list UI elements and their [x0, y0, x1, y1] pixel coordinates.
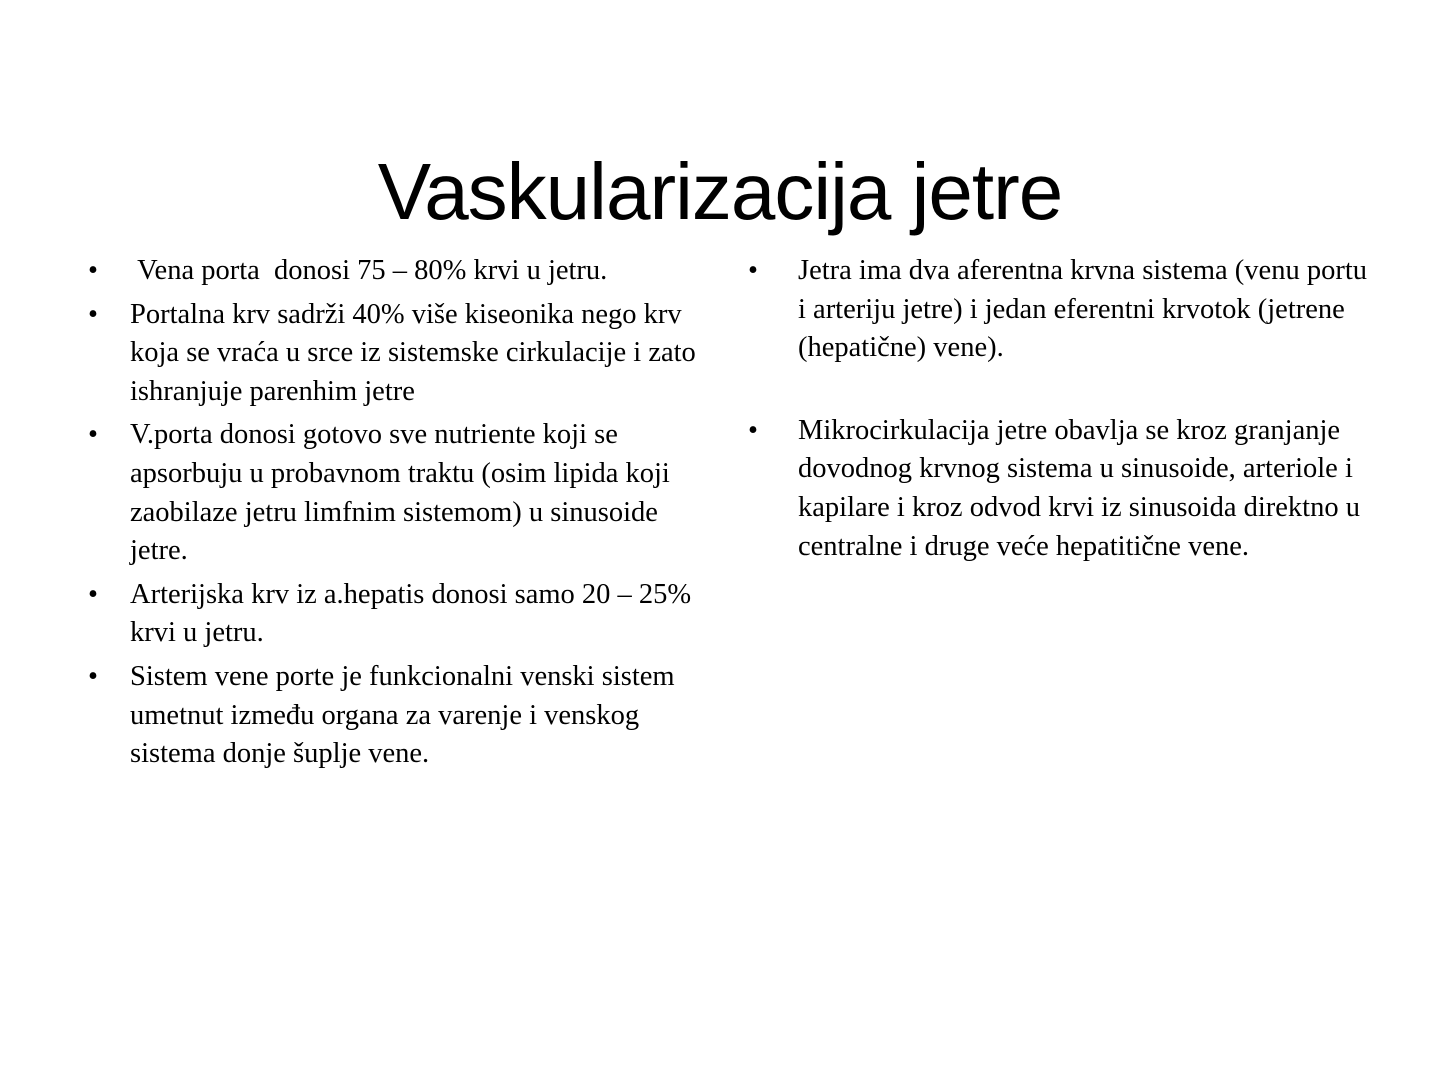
bullet-icon: • [88, 298, 98, 330]
bullet-icon: • [88, 660, 98, 692]
bullet-item [88, 658, 702, 774]
bullet-item [88, 576, 702, 653]
left-bullet-list [88, 252, 702, 779]
bullet-item [88, 296, 702, 412]
bullet-icon: • [88, 255, 98, 286]
bullet-item [88, 416, 702, 570]
bullet-item [748, 412, 1373, 566]
bullet-icon: • [748, 255, 758, 286]
bullet-text: V.porta donosi gotovo sve nutriente koji se apsorbuju u probavnom traktu (osim lipida koji zaobilaze jetru limfnim sistemom) u sinusoide jetre. [130, 419, 677, 567]
bullet-item [748, 252, 1373, 368]
bullet-icon: • [88, 419, 98, 451]
bullet-text: Mikrocirkulacija jetre obavlja se kroz granjanje dovodnog krvnog sistema u sinusoide, arteriole i kapilare i kroz odvod krvi iz sinusoida direktno u centralne i druge veće hepatitične vene. [798, 414, 1368, 562]
bullet-icon: • [88, 578, 98, 610]
bullet-item [88, 252, 702, 291]
bullet-text: Portalna krv sadrži 40% više kiseonika nego krv koja se vraća u srce iz sistemske cirkulacije i zato ishranjuje parenhim jetre [130, 298, 703, 407]
bullet-text: Sistem vene porte je funkcionalni venski sistem umetnut između organa za varenje i venskog sistema donje šuplje vene. [130, 660, 682, 770]
bullet-text: Arterijska krv iz a.hepatis donosi samo 20 – 25% krvi u jetru. [130, 578, 699, 649]
right-bullet-list [748, 252, 1373, 571]
bullet-text: Vena porta donosi 75 – 80% krvi u jetru. [130, 255, 608, 286]
bullet-text: Jetra ima dva aferentna krvna sistema (venu portu i arteriju jetre) i jedan eferentni krvotok (jetrene (hepatične) vene). [798, 255, 1375, 364]
bullet-icon: • [748, 414, 758, 446]
slide-title: Vaskularizacija jetre [377, 146, 1063, 236]
